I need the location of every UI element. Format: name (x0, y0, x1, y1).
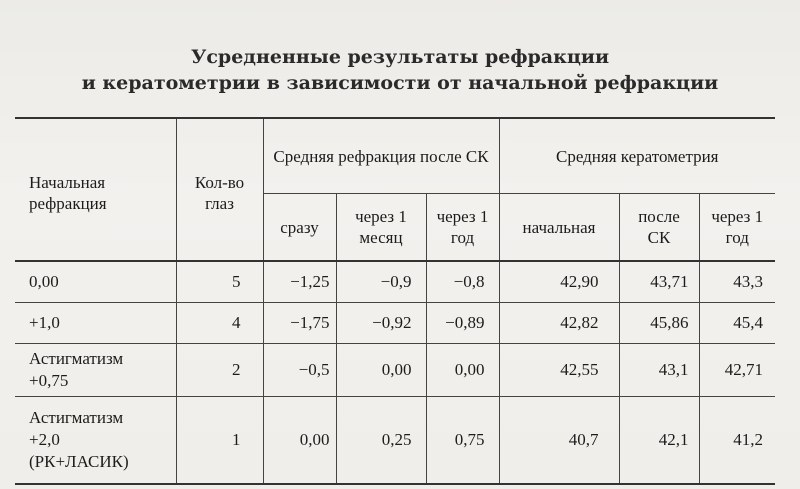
title-line-1: Усредненные результаты рефракции (190, 46, 610, 68)
table-cell: 45,86 (619, 303, 699, 344)
header-refraction-immediately: сразу (263, 194, 336, 262)
header-mean-refraction: Средняя рефракция после СК (263, 118, 499, 194)
table-cell: 0,00 (336, 344, 426, 397)
table-row (15, 261, 775, 303)
header-eye-count: Кол-во глаз (176, 118, 263, 261)
table-cell: −1,75 (263, 303, 336, 344)
row-label: Астигматизм +2,0 (РК+ЛАСИК) (15, 397, 176, 485)
row-label: Астигматизм +0,75 (15, 344, 176, 397)
table-cell: 0,75 (426, 397, 499, 485)
results-table (15, 117, 775, 485)
header-refraction-1-month: через 1 месяц (336, 194, 426, 262)
table-cell: −0,92 (336, 303, 426, 344)
header-initial-refraction: Начальная рефракция (15, 118, 176, 261)
row-count: 5 (176, 261, 263, 303)
row-label: 0,00 (15, 261, 176, 303)
table-cell: 0,00 (263, 397, 336, 485)
table-row (15, 303, 775, 344)
table-row (15, 344, 775, 397)
table-cell: 42,71 (699, 344, 775, 397)
table-cell: 0,25 (336, 397, 426, 485)
table-cell: 42,55 (499, 344, 619, 397)
table-row (15, 397, 775, 485)
row-count: 2 (176, 344, 263, 397)
row-label: +1,0 (15, 303, 176, 344)
header-refraction-1-year: через 1 год (426, 194, 499, 262)
header-keratometry-after: после СК (619, 194, 699, 262)
table-cell: 43,1 (619, 344, 699, 397)
table-cell: 0,00 (426, 344, 499, 397)
table-cell: −0,89 (426, 303, 499, 344)
table-cell: 43,3 (699, 261, 775, 303)
header-keratometry-initial: начальная (499, 194, 619, 262)
table-cell: 42,82 (499, 303, 619, 344)
row-count: 4 (176, 303, 263, 344)
table-cell: 41,2 (699, 397, 775, 485)
table-cell: 45,4 (699, 303, 775, 344)
table-cell: −0,9 (336, 261, 426, 303)
table-cell: −1,25 (263, 261, 336, 303)
table-cell: −0,5 (263, 344, 336, 397)
table-cell: 43,71 (619, 261, 699, 303)
header-keratometry-1-year: через 1 год (699, 194, 775, 262)
table-cell: 40,7 (499, 397, 619, 485)
document-title (0, 44, 800, 96)
table-cell: 42,90 (499, 261, 619, 303)
title-line-2: и кератометрии в зависимости от начальной рефракции (81, 72, 719, 94)
row-count: 1 (176, 397, 263, 485)
table-cell: 42,1 (619, 397, 699, 485)
table-cell: −0,8 (426, 261, 499, 303)
header-mean-keratometry: Средняя кератометрия (499, 118, 775, 194)
